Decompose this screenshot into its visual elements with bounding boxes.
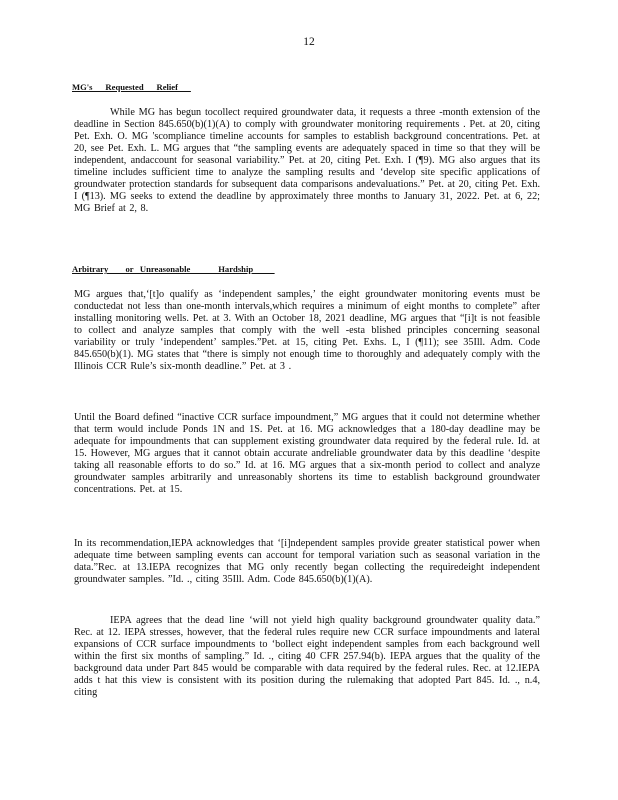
section-heading-requested-relief: MG's Requested Relief [72, 82, 191, 92]
section-heading-arbitrary-hardship: Arbitrary or Unreasonable Hardship [72, 264, 275, 274]
paragraph-iepa-recommendation: In its recommendation,IEPA acknowledges that ‘[i]ndependent samples provide greater statistical power when adequate time between sampling events can account for temporal variation such as seasonal variation in the data.”Rec. at 13.IEPA recognizes that MG only recently began collecting the requiredeight independent groundwater samples. ”Id. ., citing 35Ill. Adm. Code 845.650(b)(1)(A). [74, 538, 540, 586]
paragraph-mg-argues-independent: MG argues that,‘[t]o qualify as ‘independent samples,’ the eight groundwater monitoring events must be conductedat not less than one-month intervals,which requires a minimum of eight months to complete” after installing monitoring wells. Pet. at 3. With an October 18, 2021 deadline, MG argues that “[i]t is not feasible to collect and analyze samples that comply with the well -esta blished principles concerning seasonal variability or truly ‘independent’ samples.”Pet. at 15, citing Pet. Exhs. L, I (¶11); see 35Ill. Adm. Code 845.650(b)(1). MG states that “there is simply not enough time to thoroughly and adequately comply with the Illinois CCR Rule’s six-month deadline.” Pet. at 3 . [74, 289, 540, 373]
paragraph-requested-relief: While MG has begun tocollect required groundwater data, it requests a three -month extension of the deadline in Section 845.650(b)(1)(A) to comply with groundwater monitoring requirements . Pet. at 20, citing Pet. Exh. O. MG 'scompliance timeline accounts for samples to establish background concentrations. Pet. at 20, see Pet. Exh. L. MG argues that “the sampling events are adequately spaced in time so that they will be independent, andaccount for seasonal variability.” Pet. at 20, citing Pet. Exh. I (¶9). MG also argues that its timeline includes sufficient time to analyze the sampling results and ‘develop site specific applications of groundwater protection standards for subsequent data comparisons andevaluations.” Pet. at 20, citing Pet. Exh. I (¶13). MG seeks to extend the deadline by approximately three months to January 31, 2022. Pet. at 6, 22; MG Brief at 2, 8. [74, 107, 540, 215]
paragraph-inactive-impoundment: Until the Board defined “inactive CCR surface impoundment,” MG argues that it could not determine whether that term would include Ponds 1N and 1S. Pet. at 16. MG acknowledges that a 180-day deadline may be adequate for impoundments that can supplement existing groundwater data required by the federal rule. Id. at 15. However, MG argues that it cannot obtain accurate andreliable groundwater data by this deadline ‘despite taking all reasonable efforts to do so.” Id. at 16. MG argues that a six-month period to collect and analyze groundwater samples arbitrarily and unreasonably shortens its time to establish background groundwater concentrations. Pet. at 15. [74, 412, 540, 496]
page-number: 12 [303, 36, 315, 48]
paragraph-iepa-agrees: IEPA agrees that the dead line ‘will not yield high quality background groundwater quality data.” Rec. at 12. IEPA stresses, however, that the federal rules require new CCR surface impoundments and lateral expansions of CCR surface impoundments to ‘bollect eight independent samples from each background well within the first six months of sampling.” Id. ., citing 40 CFR 257.94(b). IEPA argues that the quality of the background data under Part 845 would be comparable with data required by the federal rules. Rec. at 12.IEPA adds t hat this view is consistent with its position during the rulemaking that adopted Part 845. Id. ., n.4, citing [74, 615, 540, 699]
